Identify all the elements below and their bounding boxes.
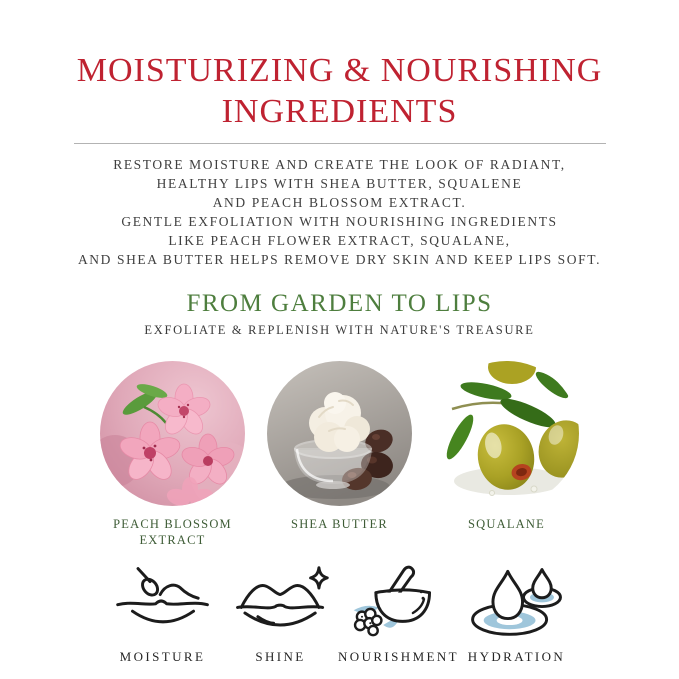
ingredient-squalane	[434, 361, 579, 548]
description-line: HEALTHY LIPS WITH SHEA BUTTER, SQUALENE	[156, 175, 523, 191]
divider-line	[74, 143, 606, 144]
ingredient-photos-row	[0, 361, 679, 548]
description-paragraph	[0, 155, 679, 269]
section-heading: FROM GARDEN TO LIPS	[186, 289, 493, 317]
benefit-label-nourishment: NOURISHMENT	[338, 648, 460, 664]
lips-sparkle-icon	[229, 564, 333, 638]
shea-butter-bowl-photo	[267, 361, 412, 506]
title-line-1: MOISTURIZING & NOURISHING	[76, 52, 603, 89]
description-line: AND SHEA BUTTER HELPS REMOVE DRY SKIN AND KEEP LIPS SOFT.	[77, 251, 602, 267]
ingredient-peach-blossom	[100, 361, 245, 548]
benefit-label-moisture: MOISTURE	[119, 648, 206, 664]
ingredient-label-peach-blossom: PEACH BLOSSOM EXTRACT	[113, 516, 232, 547]
green-olives-photo	[434, 361, 579, 506]
benefits-row	[0, 564, 679, 665]
ingredient-label-squalane: SQUALANE	[468, 516, 545, 531]
benefit-nourishment	[338, 564, 460, 665]
ingredient-shea-butter	[267, 361, 412, 548]
peach-blossom-photo	[100, 361, 245, 506]
water-drops-icon	[465, 564, 569, 638]
mortar-pestle-icon	[347, 564, 451, 638]
description-line: RESTORE MOISTURE AND CREATE THE LOOK OF RADIANT,	[113, 156, 566, 172]
description-line: GENTLE EXFOLIATION WITH NOURISHING INGREDIENTS	[121, 213, 558, 229]
title-line-2: INGREDIENTS	[221, 93, 458, 131]
benefit-label-shine: SHINE	[255, 648, 306, 664]
benefit-label-hydration: HYDRATION	[467, 648, 566, 664]
ingredient-label-shea-butter: SHEA BUTTER	[291, 516, 388, 531]
benefit-hydration	[463, 564, 571, 665]
section-subheading: EXFOLIATE & REPLENISH WITH NATURE'S TREASURE	[144, 322, 535, 337]
lips-droplet-icon	[111, 564, 215, 638]
page-title	[0, 50, 679, 133]
benefit-moisture	[109, 564, 217, 665]
description-line: AND PEACH BLOSSOM EXTRACT.	[212, 194, 467, 210]
benefit-shine	[227, 564, 335, 665]
description-line: LIKE PEACH FLOWER EXTRACT, SQUALANE,	[168, 232, 511, 248]
